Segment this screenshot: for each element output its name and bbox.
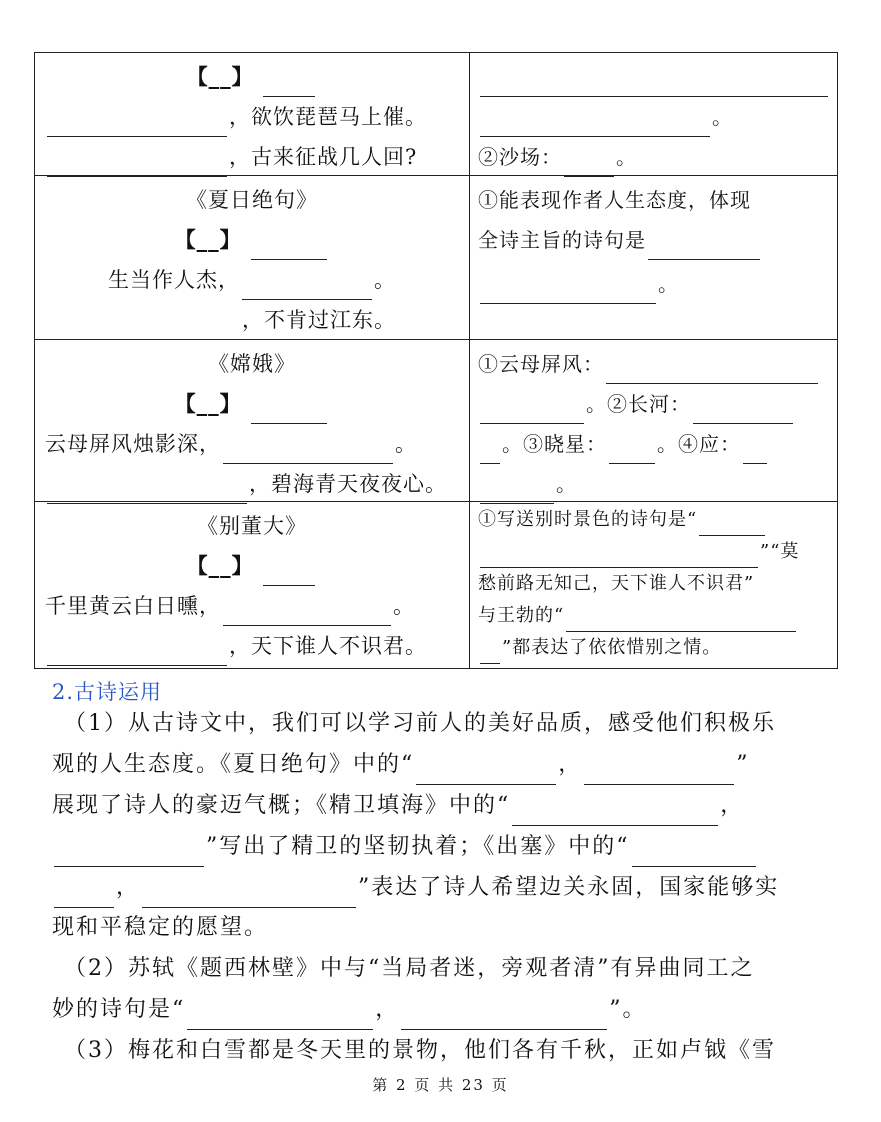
answer-blank[interactable] bbox=[480, 641, 500, 664]
poem-cell bbox=[35, 340, 470, 502]
answer-blank[interactable] bbox=[609, 437, 655, 464]
answer-blank[interactable] bbox=[480, 70, 828, 97]
question-line: ①能表现作者人生态度，体现 bbox=[478, 188, 751, 212]
author-bracket: 【__】 bbox=[174, 392, 242, 416]
answer-blank[interactable] bbox=[480, 545, 758, 568]
answer-blank[interactable] bbox=[47, 110, 227, 137]
answer-blank[interactable] bbox=[512, 799, 718, 826]
answer-blank[interactable] bbox=[54, 881, 114, 908]
paragraph-line: 展现了诗人的豪迈气概；《精卫填海》中的“ ， bbox=[52, 786, 832, 826]
answer-blank[interactable] bbox=[648, 233, 760, 260]
question-cell bbox=[470, 502, 838, 669]
answer-blank[interactable] bbox=[251, 397, 327, 424]
poem-author-line bbox=[35, 384, 469, 424]
answer-blank[interactable] bbox=[54, 840, 204, 867]
poem-line: 千里黄云白日曛， 。 bbox=[35, 586, 469, 626]
answer-blank[interactable] bbox=[480, 110, 710, 137]
answer-blank[interactable] bbox=[584, 758, 734, 785]
question-line: ②沙场： 。 bbox=[470, 137, 837, 177]
question-line bbox=[470, 57, 837, 97]
answer-blank[interactable] bbox=[242, 273, 372, 300]
answer-blank[interactable] bbox=[263, 559, 315, 586]
answer-blank[interactable] bbox=[47, 639, 227, 666]
question-line: 。 bbox=[470, 464, 837, 504]
answer-blank[interactable] bbox=[416, 758, 556, 785]
poem-line: 生当作人杰， 。 bbox=[35, 260, 469, 300]
table-row bbox=[35, 53, 838, 176]
question-line: 与王勃的“ bbox=[470, 600, 837, 632]
question-line: 。 bbox=[470, 264, 837, 304]
poem-line: ，不肯过江东。 bbox=[35, 300, 469, 340]
question-cell bbox=[470, 53, 838, 176]
poem-line: ，碧海青天夜夜心。 bbox=[35, 464, 469, 504]
poem-title: 《别董大》 bbox=[197, 514, 307, 538]
answer-blank[interactable] bbox=[47, 477, 247, 504]
table-row bbox=[35, 176, 838, 340]
poem-cell bbox=[35, 176, 470, 340]
poem-author-line bbox=[35, 220, 469, 260]
answer-blank[interactable] bbox=[110, 313, 240, 340]
answer-blank[interactable] bbox=[606, 357, 818, 384]
answer-blank[interactable] bbox=[401, 1003, 607, 1030]
question-line: 全诗主旨的诗句是 bbox=[470, 220, 837, 260]
paragraph-line: 妙的诗句是“ ， ”。 bbox=[52, 990, 832, 1030]
answer-blank[interactable] bbox=[480, 397, 584, 424]
poem-cell bbox=[35, 53, 470, 176]
poem-title: 《夏日绝句》 bbox=[186, 188, 318, 212]
poem-table bbox=[34, 52, 838, 669]
author-bracket: 【__】 bbox=[174, 228, 242, 252]
question-line: ”“莫 bbox=[470, 536, 837, 568]
answer-blank[interactable] bbox=[480, 437, 500, 464]
question-cell bbox=[470, 340, 838, 502]
page-footer: 第 2 页 共 23 页 bbox=[372, 1076, 509, 1094]
section-title: 2.古诗运用 bbox=[52, 680, 163, 704]
paragraph-line: ， ”表达了诗人希望边关永固，国家能够实 bbox=[52, 868, 832, 908]
poem-line: 云母屏风烛影深， 。 bbox=[35, 424, 469, 464]
poem-cell bbox=[35, 502, 470, 669]
poem-title: 《嫦娥》 bbox=[208, 352, 296, 376]
poem-author-line bbox=[35, 57, 469, 97]
table-row bbox=[35, 502, 838, 669]
question-line: 。 bbox=[470, 97, 837, 137]
answer-blank[interactable] bbox=[743, 437, 767, 464]
question-line: ”都表达了依依惜别之情。 bbox=[470, 632, 837, 664]
answer-blank[interactable] bbox=[566, 609, 796, 632]
question-cell bbox=[470, 176, 838, 340]
question-line: 。③晓星： 。④应： bbox=[470, 424, 837, 464]
table-row bbox=[35, 340, 838, 502]
author-bracket: 【__】 bbox=[186, 554, 254, 578]
paragraph-line: ”写出了精卫的坚韧执着；《出塞》中的“ bbox=[52, 827, 832, 867]
answer-blank[interactable] bbox=[564, 150, 614, 177]
question-line: ①云母屏风： bbox=[470, 344, 837, 384]
question-line: ①写送别时景色的诗句是“ bbox=[470, 504, 837, 536]
paragraph-line: （1）从古诗文中，我们可以学习前人的美好品质，感受他们积极乐 bbox=[64, 711, 776, 736]
answer-blank[interactable] bbox=[693, 397, 793, 424]
answer-blank[interactable] bbox=[251, 233, 327, 260]
answer-blank[interactable] bbox=[480, 477, 554, 504]
author-bracket: 【__】 bbox=[186, 65, 254, 89]
answer-blank[interactable] bbox=[263, 70, 315, 97]
paragraph-line: 现和平稳定的愿望。 bbox=[52, 915, 269, 940]
answer-blank[interactable] bbox=[187, 1003, 373, 1030]
question-line: 。②长河： bbox=[470, 384, 837, 424]
poem-author-line bbox=[35, 546, 469, 586]
answer-blank[interactable] bbox=[699, 513, 765, 536]
answer-blank[interactable] bbox=[223, 599, 391, 626]
answer-blank[interactable] bbox=[632, 840, 756, 867]
poem-line: ，欲饮琵琶马上催。 bbox=[35, 97, 469, 137]
poem-line: ，天下谁人不识君。 bbox=[35, 626, 469, 666]
paragraph-line: （2）苏轼《题西林壁》中与“当局者迷，旁观者清”有异曲同工之 bbox=[64, 956, 755, 981]
question-line: 愁前路无知己，天下谁人不识君” bbox=[478, 573, 755, 594]
paragraph-line: （3）梅花和白雪都是冬天里的景物，他们各有千秋，正如卢钺《雪 bbox=[64, 1038, 776, 1063]
answer-blank[interactable] bbox=[47, 150, 227, 177]
answer-blank[interactable] bbox=[142, 881, 356, 908]
paragraph-line: 观的人生态度。《夏日绝句》中的“ ， ” bbox=[52, 745, 832, 785]
poem-line: ，古来征战几人回? bbox=[35, 137, 469, 177]
answer-blank[interactable] bbox=[223, 437, 393, 464]
answer-blank[interactable] bbox=[480, 277, 656, 304]
